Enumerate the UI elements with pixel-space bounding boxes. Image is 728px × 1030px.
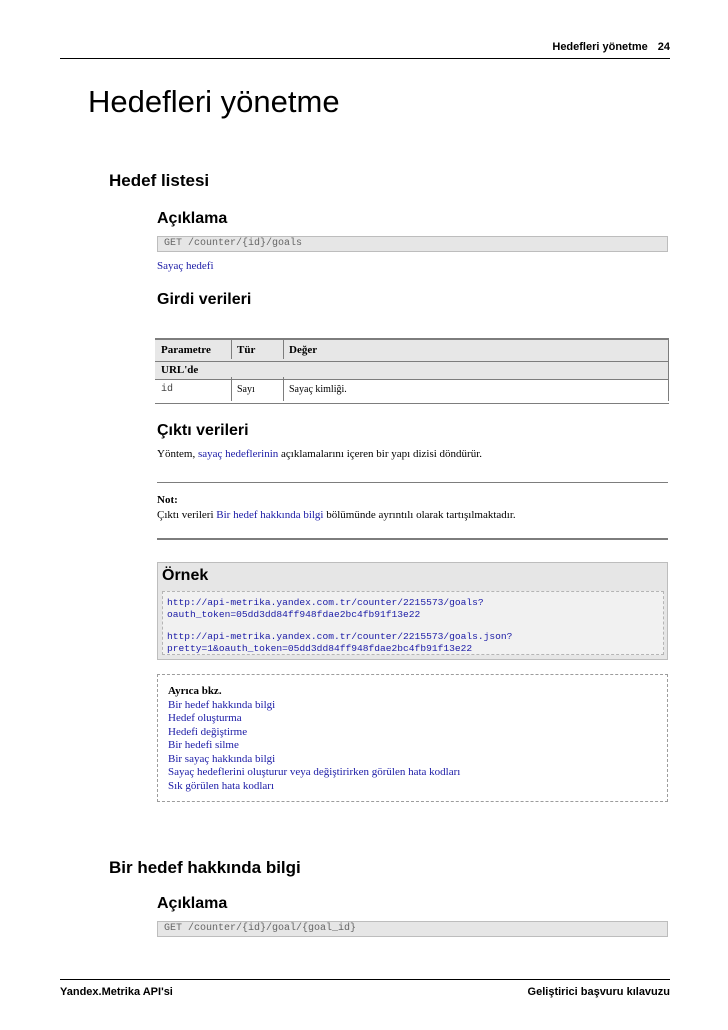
section-title-goal-info: Bir hedef hakkında bilgi [109,858,301,877]
col-header-type: Tür [237,344,256,356]
endpoint-code: GET /counter/{id}/goals [157,236,668,252]
col-header-value: Değer [289,344,318,356]
col-header-param: Parametre [161,344,211,356]
table-row [155,380,669,404]
chapter-title: Hedefleri yönetme [88,84,340,119]
group-label: URL'de [161,364,199,376]
see-also-common-error-codes[interactable]: Sık görülen hata kodları [168,780,275,792]
description-heading-2: Açıklama [157,895,228,912]
see-also-delete-goal[interactable]: Bir hedefi silme [168,739,239,751]
see-also-title: Ayrıca bkz. [168,685,222,697]
goal-info-link[interactable]: Bir hedef hakkında bilgi [216,509,324,521]
header-rule [60,58,670,59]
note-text [157,509,516,521]
see-also-create-goal[interactable]: Hedef oluşturma [168,712,242,724]
input-heading: Girdi verileri [157,291,252,308]
running-header [552,41,670,53]
output-text-2: açıklamalarını içeren bir yapı dizisi döndürür. [278,448,483,460]
col-divider [283,377,284,401]
example-url-1-line-1[interactable]: http://api-metrika.yandex.com.tr/counter/2215573/goals? [167,597,484,608]
note-top-rule [157,482,668,483]
col-divider [231,377,232,401]
endpoint-code-2: GET /counter/{id}/goal/{goal_id} [157,921,668,937]
example-url-1-line-2[interactable]: oauth_token=05dd3dd84ff948fdae2bc4fb91f13e22 [167,609,421,620]
param-value: Sayaç kimliği. [289,384,347,395]
see-also-goal-info[interactable]: Bir hedef hakkında bilgi [168,699,276,711]
example-url-2-line-1[interactable]: http://api-metrika.yandex.com.tr/counter/2215573/goals.json? [167,631,513,642]
example-box [157,562,668,660]
note-bottom-rule [157,538,668,540]
section-title-goal-list: Hedef listesi [109,171,210,190]
footer-guide-name: Geliştirici başvuru kılavuzu [527,986,670,998]
output-heading: Çıktı verileri [157,422,249,439]
table-right-border [668,338,669,401]
see-also-box [157,674,668,802]
output-text-1: Yöntem, [157,448,198,460]
see-also-goal-error-codes[interactable]: Sayaç hedeflerini oluşturur veya değiştirirken görülen hata kodları [168,766,461,778]
example-url-2-line-2[interactable]: pretty=1&oauth_token=05dd3dd84ff948fdae2bc4fb91f13e22 [167,643,473,654]
table-group-row [155,362,669,380]
note-label: Not: [157,494,178,506]
table-header-row [155,338,669,362]
see-also-counter-info[interactable]: Bir sayaç hakkında bilgi [168,753,276,765]
output-description [157,448,482,460]
description-heading: Açıklama [157,210,228,227]
col-divider [283,338,284,359]
example-heading: Örnek [162,567,209,584]
params-table [155,338,669,404]
counter-goal-link[interactable]: Sayaç hedefi [157,260,214,272]
col-divider [231,338,232,359]
example-code-block [162,591,664,655]
param-name: id [161,384,174,395]
footer-rule [60,979,670,980]
see-also-edit-goal[interactable]: Hedefi değiştirme [168,726,248,738]
counter-goals-link[interactable]: sayaç hedeflerinin [197,448,279,460]
note-text-1: Çıktı verileri [157,509,217,521]
note-text-2: bölümünde ayrıntılı olarak tartışılmaktadır. [323,509,516,521]
param-type: Sayı [237,384,255,395]
page-number: 24 [657,41,670,53]
footer-product-name: Yandex.Metrika API'si [60,986,173,998]
running-header-title: Hedefleri yönetme [552,41,648,53]
